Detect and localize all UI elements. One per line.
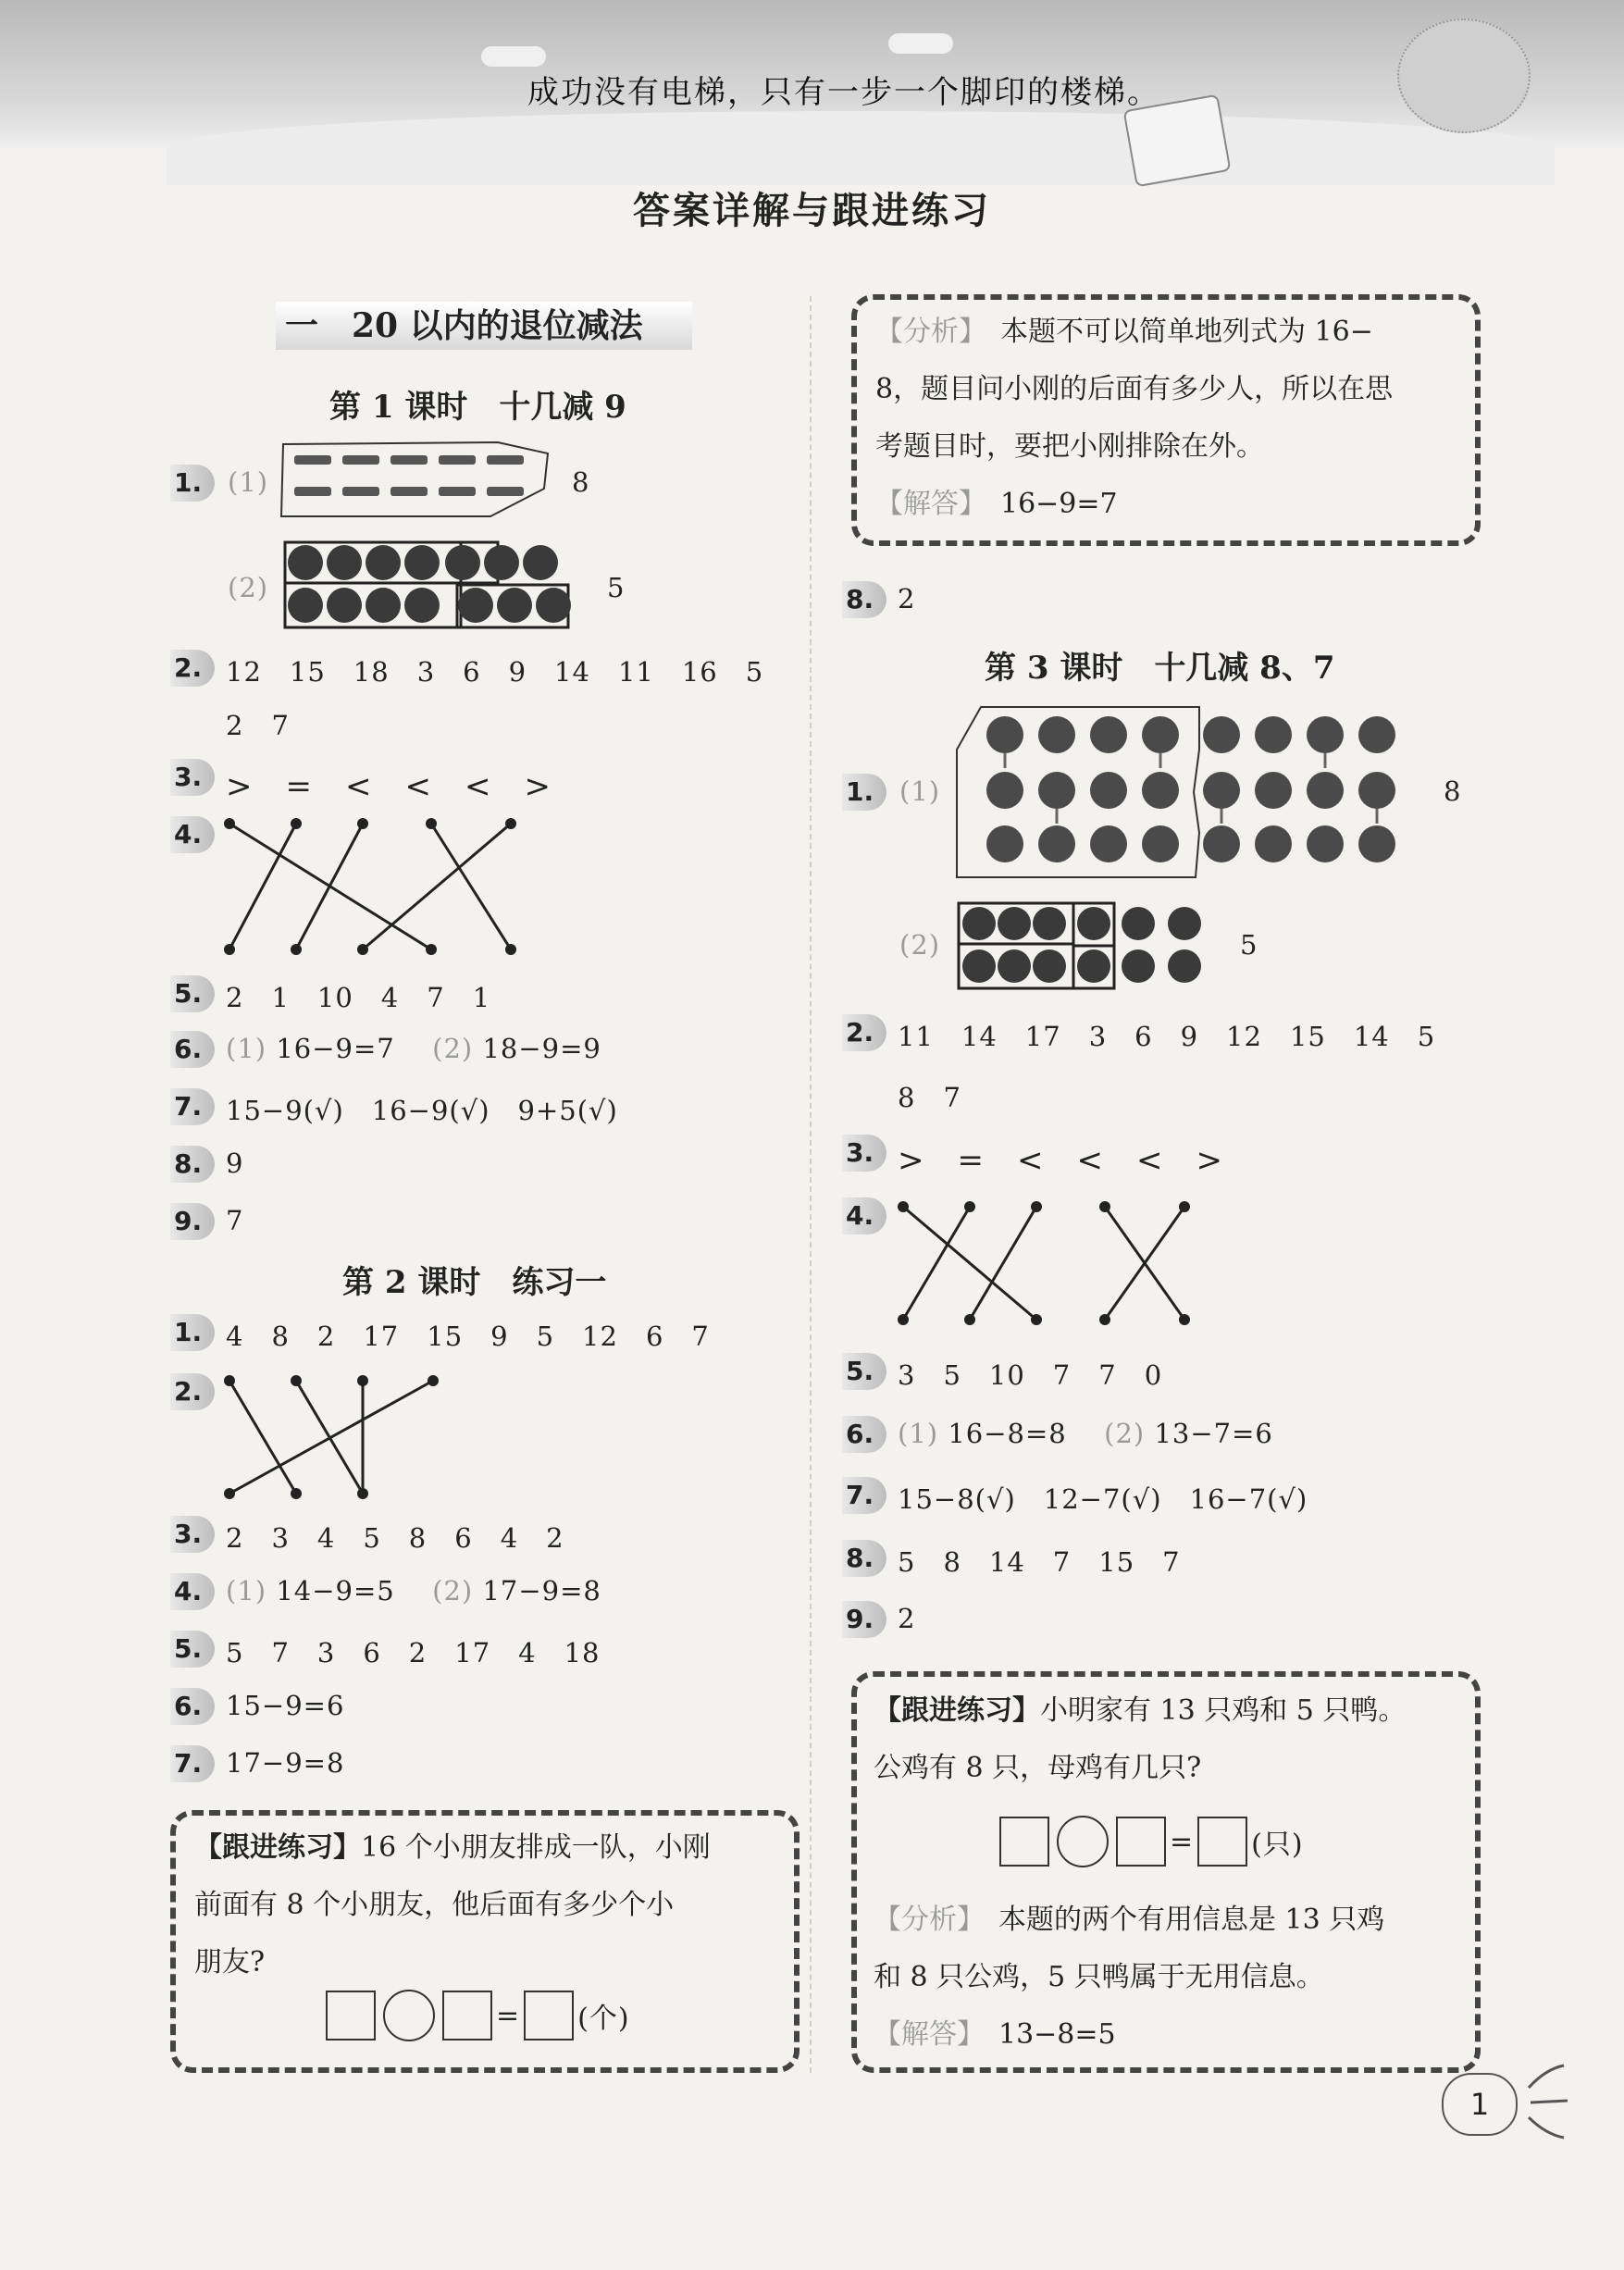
blank-box [999, 1817, 1049, 1867]
sub-label: (2) [228, 572, 269, 603]
lesson3-title: 第 3 课时 十几减 8、7 [985, 650, 1335, 687]
blank-box [442, 1991, 492, 2041]
answer-line: 8 7 [898, 1082, 961, 1113]
question-number: 9. [170, 1203, 215, 1240]
shoes-picture [276, 435, 553, 520]
question-number: 6. [170, 1031, 215, 1068]
operator-circle [1057, 1816, 1109, 1867]
answer-line: 9 [226, 1147, 244, 1179]
question-number: 7. [170, 1088, 215, 1125]
analysis-line: 本题不可以简单地列式为 16− [1000, 316, 1373, 348]
answer-value: 5 [1240, 929, 1258, 961]
answer-value: 14−9=5 [276, 1575, 395, 1606]
followup-line: 小明家有 13 只鸡和 5 只鸭。 [1040, 1694, 1407, 1727]
followup-tag: 【跟进练习】 [194, 1831, 361, 1864]
header-banner [0, 0, 1624, 148]
operator-circle [383, 1990, 435, 2041]
sub-label: (2) [432, 1033, 474, 1064]
analysis-line: 本题的两个有用信息是 13 只鸡 [998, 1904, 1385, 1936]
question-number: 1. [170, 465, 215, 502]
answer-line: 2 3 4 5 8 6 4 2 [226, 1522, 564, 1554]
followup-line: 公鸡有 8 只，母鸡有几只? [874, 1752, 1202, 1784]
question-number: 6. [842, 1416, 886, 1453]
question-number: 7. [842, 1477, 886, 1514]
question-number: 2. [842, 1014, 886, 1051]
answer-line: 7 [226, 1205, 244, 1236]
answer-tag: 【解答】 [874, 2018, 971, 2051]
blank-box [1116, 1817, 1166, 1867]
equation-template [996, 1816, 1304, 1867]
answer-value: 16−8=8 [948, 1418, 1067, 1449]
blank-box [326, 1991, 376, 2041]
question-number: 4. [842, 1197, 886, 1234]
page-number: 1 [1442, 2073, 1518, 2136]
answer-line: 3 5 10 7 7 0 [898, 1359, 1163, 1391]
answer-line: 15−9=6 [226, 1690, 345, 1721]
answer-line [226, 1033, 601, 1064]
answer-value: 8 [572, 466, 590, 498]
equation-template [322, 1990, 630, 2041]
answer-line: 4 8 2 17 15 9 5 12 6 7 [226, 1321, 710, 1352]
question-number: 6. [170, 1688, 215, 1725]
sub-label: (1) [226, 1575, 267, 1606]
analysis-text [875, 304, 1464, 533]
question-number: 8. [170, 1146, 215, 1183]
matching-lines [218, 811, 524, 964]
answer-line: > = < < < > [226, 768, 552, 805]
analysis-line: 8，题目问小刚的后面有多少人，所以在思 [875, 373, 1394, 405]
answer-line: 2 [898, 583, 916, 614]
roses-picture [953, 703, 1407, 881]
question-number: 1. [842, 774, 886, 811]
answer-line: > = < < < > [898, 1142, 1223, 1179]
followup-text [874, 1682, 1466, 1797]
question-number: 3. [170, 1516, 215, 1553]
blank-box [1197, 1817, 1247, 1867]
sub-label: (2) [1104, 1418, 1146, 1449]
answer-line: 15−9(√) 16−9(√) 9+5(√) [226, 1095, 618, 1126]
analysis-tag: 【分析】 [875, 316, 973, 348]
equals-sign: = [496, 1999, 521, 2032]
followup-line: 前面有 8 个小朋友，他后面有多少个小 [194, 1889, 675, 1921]
question-number: 9. [842, 1601, 886, 1638]
answer-line: 15−8(√) 12−7(√) 16−7(√) [898, 1483, 1308, 1515]
answer-line: 17−9=8 [226, 1747, 345, 1779]
unit-label: (只) [1251, 1829, 1304, 1861]
balls-picture [955, 899, 1214, 992]
sub-label: (2) [432, 1575, 474, 1606]
sub-label: (1) [899, 775, 941, 807]
answer-line [226, 1575, 601, 1606]
page-title: 答案详解与跟进练习 [633, 189, 991, 232]
answer-line [898, 1418, 1273, 1449]
followup-line: 朋友? [194, 1946, 266, 1978]
answer-value: 18−9=9 [482, 1033, 601, 1064]
question-number: 5. [170, 975, 215, 1012]
followup-text [194, 1819, 787, 1991]
answer-line: 5 7 3 6 2 17 4 18 [226, 1637, 601, 1668]
analysis-line: 考题目时，要把小刚排除在外。 [875, 430, 1264, 463]
answer-line: 2 [898, 1603, 916, 1634]
followup-analysis [874, 1892, 1466, 2064]
answer-value: 16−9=7 [1000, 488, 1118, 520]
cloud-decoration [481, 46, 546, 67]
question-number: 1. [170, 1314, 215, 1351]
answer-line: 12 15 18 3 6 9 14 11 16 5 [226, 656, 764, 688]
blank-box [524, 1991, 574, 2041]
answer-line: 5 8 14 7 15 7 [898, 1546, 1181, 1578]
answer-line: 2 7 [226, 710, 290, 741]
equals-sign: = [1170, 1825, 1195, 1858]
matching-lines [892, 1194, 1197, 1333]
followup-line: 16 个小朋友排成一队，小刚 [361, 1831, 711, 1864]
hill-decoration [167, 111, 1555, 185]
answer-tag: 【解答】 [875, 488, 973, 520]
header-motto: 成功没有电梯，只有一步一个脚印的楼梯。 [527, 74, 1160, 111]
question-number: 7. [170, 1745, 215, 1782]
page-number-rays [1523, 2060, 1579, 2143]
question-number: 4. [170, 1573, 215, 1610]
matching-lines [218, 1368, 450, 1507]
sub-label: (1) [228, 466, 269, 498]
question-number: 5. [170, 1631, 215, 1668]
sub-label: (1) [226, 1033, 267, 1064]
answer-value: 16−9=7 [276, 1033, 395, 1064]
answer-value: 13−7=6 [1154, 1418, 1273, 1449]
answer-line: 11 14 17 3 6 9 12 15 14 5 [898, 1021, 1436, 1052]
answer-value: 8 [1444, 775, 1462, 807]
analysis-tag: 【分析】 [874, 1904, 971, 1936]
unit-label: (个) [577, 2003, 630, 2035]
question-number: 4. [170, 816, 215, 853]
question-number: 5. [842, 1353, 886, 1390]
lesson1-title: 第 1 课时 十几减 9 [329, 389, 626, 426]
sub-label: (1) [898, 1418, 939, 1449]
question-number: 3. [842, 1135, 886, 1172]
sub-label: (2) [899, 929, 941, 961]
answer-value: 17−9=8 [482, 1575, 601, 1606]
question-number: 8. [842, 1540, 886, 1577]
question-number: 2. [170, 650, 215, 687]
answer-line: 2 1 10 4 7 1 [226, 982, 491, 1013]
question-number: 3. [170, 759, 215, 796]
question-number: 2. [170, 1373, 215, 1410]
followup-tag: 【跟进练习】 [874, 1694, 1040, 1727]
lesson2-title: 第 2 课时 练习一 [342, 1264, 607, 1301]
balls-picture [281, 539, 577, 631]
column-divider [810, 296, 812, 2073]
unit-title: 一 20 以内的退位减法 [276, 302, 692, 350]
tree-decoration [1397, 19, 1531, 133]
question-number: 8. [842, 581, 886, 618]
analysis-line: 和 8 只公鸡，5 只鸭属于无用信息。 [874, 1961, 1324, 1993]
answer-value: 5 [607, 572, 626, 603]
cloud-decoration [888, 33, 953, 54]
answer-value: 13−8=5 [998, 2018, 1116, 2051]
